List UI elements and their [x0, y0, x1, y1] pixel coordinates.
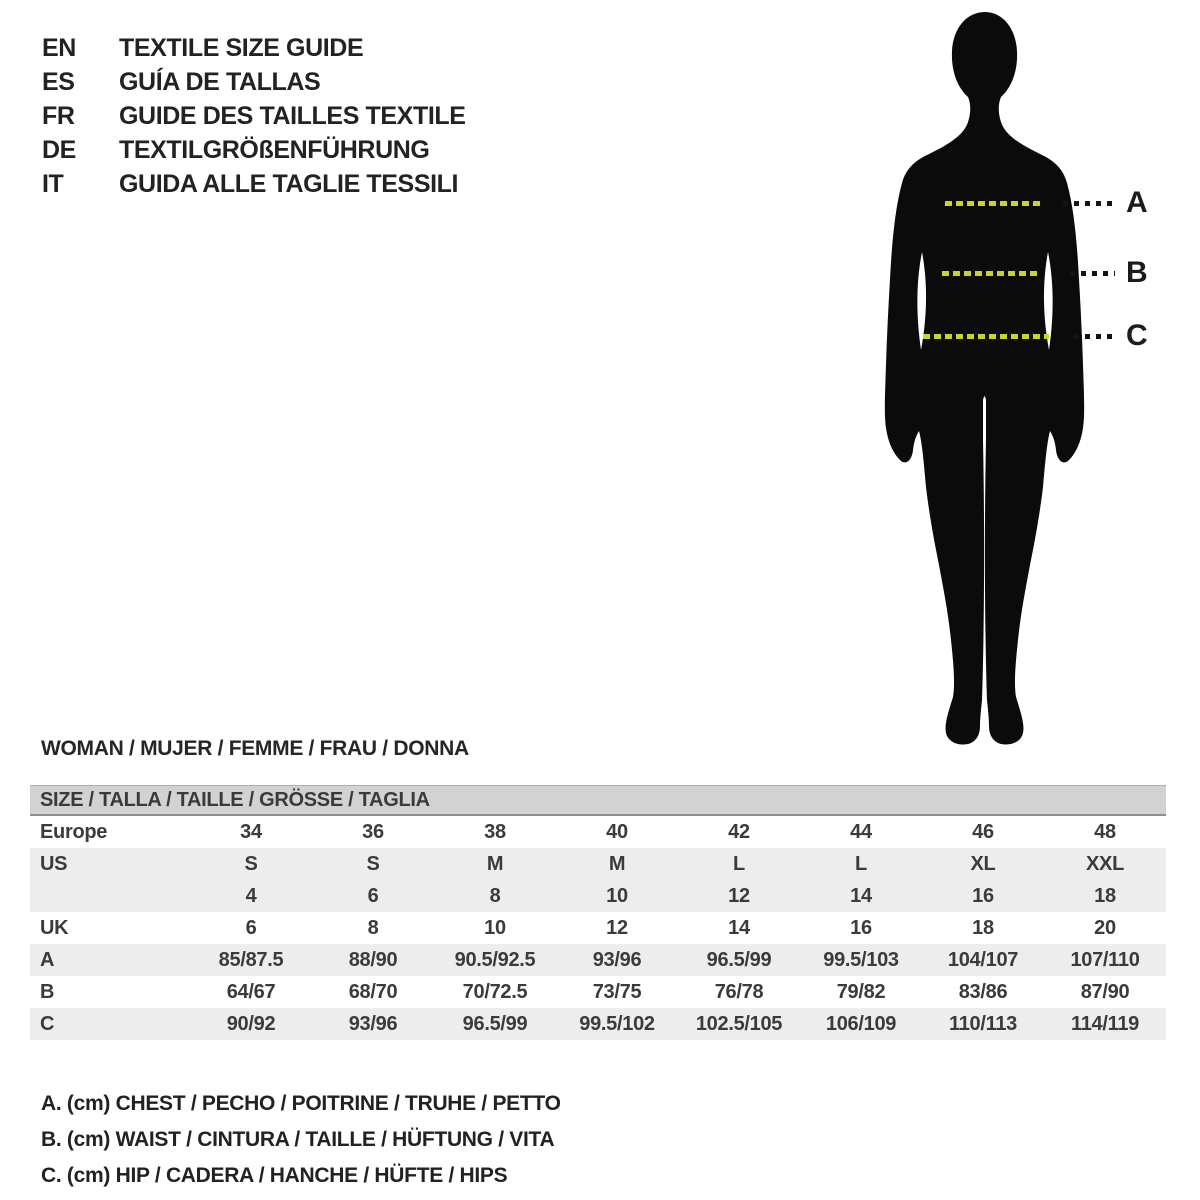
- size-table-row-uk: [30, 912, 1166, 944]
- size-cell: 8: [489, 884, 501, 907]
- size-cell: 73/75: [592, 980, 642, 1003]
- size-cell: 102.5/105: [695, 1012, 783, 1035]
- measure-dash-on-body: [945, 201, 1042, 206]
- language-label: TEXTILE SIZE GUIDE: [119, 33, 364, 62]
- language-code: ES: [42, 67, 75, 96]
- size-cell: 107/110: [1070, 948, 1140, 971]
- size-table-row-us: [30, 848, 1166, 880]
- size-cell: 106/109: [825, 1012, 897, 1035]
- row-label: A: [40, 948, 55, 971]
- row-label: B: [40, 980, 55, 1003]
- size-cell: L: [855, 852, 867, 875]
- size-cell: 114/119: [1071, 1012, 1139, 1035]
- size-cell: 44: [850, 820, 872, 843]
- measurement-legend: [41, 1086, 561, 1194]
- size-cell: S: [366, 852, 380, 875]
- measure-dash-on-body: [942, 271, 1038, 276]
- size-cell: 90/92: [226, 1012, 276, 1035]
- size-cell: 20: [1094, 916, 1116, 939]
- size-cell: 104/107: [947, 948, 1019, 971]
- size-cell: 12: [606, 916, 628, 939]
- size-cell: 46: [972, 820, 994, 843]
- size-cell: 70/72.5: [462, 980, 528, 1003]
- size-cell: 18: [972, 916, 994, 939]
- language-row-fr: [42, 99, 466, 133]
- size-table-row-europe: [30, 816, 1166, 848]
- size-cell: 10: [606, 884, 628, 907]
- size-cell: 93/96: [348, 1012, 398, 1035]
- language-row-it: [42, 167, 466, 201]
- size-cell: 85/87.5: [218, 948, 284, 971]
- size-table: [30, 785, 1166, 1040]
- language-row-de: [42, 133, 466, 167]
- size-cell: 16: [972, 884, 994, 907]
- size-cell: 14: [728, 916, 750, 939]
- measure-label-a: A: [1126, 186, 1148, 219]
- size-cell: 40: [606, 820, 628, 843]
- legend-line-b: B. (cm) WAIST / CINTURA / TAILLE / HÜFTUNG / VITA: [41, 1128, 555, 1151]
- woman-body-shape: [885, 12, 1084, 745]
- language-code: IT: [42, 169, 64, 198]
- size-table-row-c: [30, 1008, 1166, 1040]
- size-cell: 83/86: [958, 980, 1008, 1003]
- measure-leader-dots: [1063, 201, 1115, 206]
- size-cell: 38: [484, 820, 506, 843]
- size-cell: 6: [245, 916, 257, 939]
- size-cell: 64/67: [226, 980, 276, 1003]
- size-cell: 68/70: [348, 980, 398, 1003]
- legend-line-a: A. (cm) CHEST / PECHO / POITRINE / TRUHE / PETTO: [41, 1092, 561, 1115]
- size-cell: 90.5/92.5: [454, 948, 536, 971]
- size-cell: 8: [367, 916, 379, 939]
- size-cell: L: [733, 852, 745, 875]
- section-title: WOMAN / MUJER / FEMME / FRAU / DONNA: [41, 737, 469, 760]
- size-cell: 12: [728, 884, 750, 907]
- row-label: Europe: [40, 820, 108, 843]
- row-label: US: [40, 852, 68, 875]
- measure-leader-dots: [1074, 334, 1115, 339]
- language-row-es: [42, 65, 466, 99]
- size-cell: XXL: [1086, 852, 1124, 875]
- measure-leader-dots: [1070, 271, 1115, 276]
- size-cell: 76/78: [714, 980, 764, 1003]
- size-cell: 14: [850, 884, 872, 907]
- size-cell: 79/82: [836, 980, 886, 1003]
- size-cell: 10: [484, 916, 506, 939]
- language-code: FR: [42, 101, 75, 130]
- language-label: GUIDA ALLE TAGLIE TESSILI: [119, 169, 459, 198]
- size-cell: 36: [362, 820, 384, 843]
- measure-label-b: B: [1126, 256, 1148, 289]
- woman-silhouette-svg: [835, 0, 1135, 760]
- size-cell: 93/96: [592, 948, 642, 971]
- size-cell: 16: [850, 916, 872, 939]
- size-cell: 96.5/99: [706, 948, 772, 971]
- language-code: DE: [42, 135, 76, 164]
- language-label: GUIDE DES TAILLES TEXTILE: [119, 101, 466, 130]
- row-label: UK: [40, 916, 69, 939]
- measure-label-c: C: [1126, 319, 1148, 352]
- language-code: EN: [42, 33, 76, 62]
- size-table-header: SIZE / TALLA / TAILLE / GRÖSSE / TAGLIA: [30, 785, 1166, 816]
- size-cell: 4: [245, 884, 257, 907]
- size-cell: M: [486, 852, 504, 875]
- language-title-list: [42, 31, 466, 201]
- size-cell: 88/90: [348, 948, 398, 971]
- size-cell: 87/90: [1080, 980, 1130, 1003]
- size-cell: 110/113: [949, 1012, 1017, 1035]
- size-cell: 99.5/103: [823, 948, 899, 971]
- size-cell: S: [244, 852, 258, 875]
- size-table-body: [30, 816, 1166, 1040]
- size-cell: 48: [1094, 820, 1116, 843]
- language-label: GUÍA DE TALLAS: [119, 67, 321, 96]
- size-cell: 6: [367, 884, 379, 907]
- measure-dash-on-body: [923, 334, 1049, 339]
- size-cell: 96.5/99: [462, 1012, 528, 1035]
- size-cell: XL: [970, 852, 996, 875]
- size-table-row-b: [30, 976, 1166, 1008]
- language-row-en: [42, 31, 466, 65]
- woman-silhouette-figure: [835, 0, 1135, 760]
- size-cell: 18: [1094, 884, 1116, 907]
- size-table-row-us-numeric: [30, 880, 1166, 912]
- size-table-row-a: [30, 944, 1166, 976]
- size-cell: 99.5/102: [579, 1012, 655, 1035]
- size-cell: 42: [728, 820, 750, 843]
- size-cell: M: [608, 852, 626, 875]
- row-label: C: [40, 1012, 55, 1035]
- size-cell: 34: [240, 820, 262, 843]
- language-label: TEXTILGRÖßENFÜHRUNG: [119, 135, 430, 164]
- legend-line-c: C. (cm) HIP / CADERA / HANCHE / HÜFTE / HIPS: [41, 1164, 508, 1187]
